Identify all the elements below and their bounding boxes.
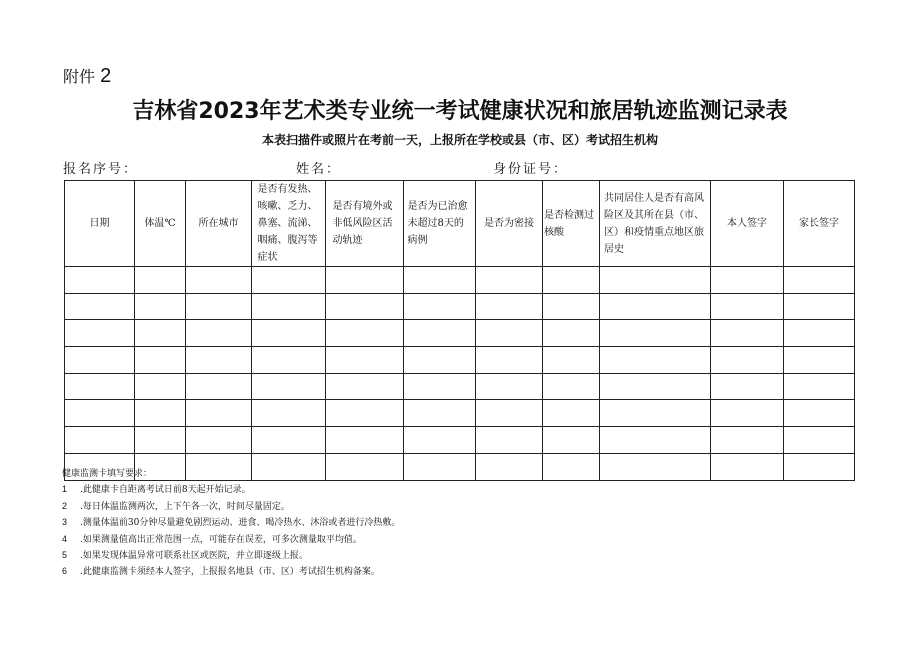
table-cell[interactable] xyxy=(186,293,252,320)
attachment-prefix: 附件 xyxy=(63,67,96,86)
table-cell[interactable] xyxy=(65,320,135,347)
table-row xyxy=(65,373,855,400)
instruction-item: 4 .如果测量值高出正常范围一点，可能存在误差，可多次测量取平均值。 xyxy=(62,533,362,545)
table-cell[interactable] xyxy=(600,427,711,454)
table-cell[interactable] xyxy=(186,373,252,400)
header-temperature: 体温℃ xyxy=(135,181,186,267)
table-cell[interactable] xyxy=(135,373,186,400)
health-record-table xyxy=(64,180,855,481)
table-cell[interactable] xyxy=(326,320,404,347)
table-cell[interactable] xyxy=(135,400,186,427)
table-cell[interactable] xyxy=(476,373,543,400)
table-cell[interactable] xyxy=(326,400,404,427)
header-self-signature: 本人签字 xyxy=(711,181,784,267)
table-cell[interactable] xyxy=(135,320,186,347)
table-row xyxy=(65,400,855,427)
header-travel-track: 是否有境外或非低风险区活动轨迹 xyxy=(326,181,404,267)
table-cell[interactable] xyxy=(543,293,600,320)
table-cell[interactable] xyxy=(65,347,135,374)
table-cell[interactable] xyxy=(186,320,252,347)
table-row xyxy=(65,293,855,320)
table-cell[interactable] xyxy=(543,453,600,480)
header-nucleic-test: 是否检测过核酸 xyxy=(543,181,600,267)
table-cell[interactable] xyxy=(600,373,711,400)
table-row xyxy=(65,267,855,294)
table-cell[interactable] xyxy=(404,320,476,347)
page-subtitle: 本表扫描件或照片在考前一天，上报所在学校或县（市、区）考试招生机构 xyxy=(261,133,658,147)
table-cell[interactable] xyxy=(600,453,711,480)
table-cell[interactable] xyxy=(711,453,784,480)
table-cell[interactable] xyxy=(326,267,404,294)
table-cell[interactable] xyxy=(476,320,543,347)
table-cell[interactable] xyxy=(476,453,543,480)
table-cell[interactable] xyxy=(186,347,252,374)
table-cell[interactable] xyxy=(135,293,186,320)
table-cell[interactable] xyxy=(65,400,135,427)
table-cell[interactable] xyxy=(600,320,711,347)
table-cell[interactable] xyxy=(252,427,326,454)
table-cell[interactable] xyxy=(711,267,784,294)
table-cell[interactable] xyxy=(404,400,476,427)
table-cell[interactable] xyxy=(65,427,135,454)
table-cell[interactable] xyxy=(711,400,784,427)
table-cell[interactable] xyxy=(784,427,855,454)
table-cell[interactable] xyxy=(404,373,476,400)
table-cell[interactable] xyxy=(476,293,543,320)
table-cell[interactable] xyxy=(600,347,711,374)
header-city: 所在城市 xyxy=(186,181,252,267)
table-row xyxy=(65,427,855,454)
id-no-label: 身份证号： xyxy=(493,162,569,177)
table-cell[interactable] xyxy=(326,293,404,320)
table-header-row xyxy=(65,181,855,267)
attachment-number: 2 xyxy=(100,65,112,87)
table-cell[interactable] xyxy=(784,320,855,347)
table-cell[interactable] xyxy=(543,320,600,347)
table-cell[interactable] xyxy=(135,267,186,294)
table-cell[interactable] xyxy=(404,347,476,374)
table-cell[interactable] xyxy=(476,267,543,294)
table-cell[interactable] xyxy=(476,400,543,427)
table-cell[interactable] xyxy=(65,267,135,294)
table-cell[interactable] xyxy=(404,293,476,320)
table-cell[interactable] xyxy=(543,400,600,427)
instruction-item: 6 .此健康监测卡须经本人签字，上报报名地县（市、区）考试招生机构备案。 xyxy=(62,566,380,578)
table-cell[interactable] xyxy=(252,400,326,427)
instruction-item: 1 .此健康卡自距离考试日前8天起开始记录。 xyxy=(62,484,251,496)
table-cell[interactable] xyxy=(784,400,855,427)
header-close-contact: 是否为密接 xyxy=(476,181,543,267)
table-cell[interactable] xyxy=(784,373,855,400)
table-cell[interactable] xyxy=(404,427,476,454)
table-cell[interactable] xyxy=(186,400,252,427)
instructions xyxy=(62,467,400,581)
reg-no-label: 报名序号： xyxy=(63,162,139,177)
header-cohabitant-history: 共同居住人是否有高风险区及其所在县（市、区）和疫情重点地区旅居史 xyxy=(600,181,711,267)
table-row xyxy=(65,320,855,347)
table-cell[interactable] xyxy=(600,293,711,320)
table-cell[interactable] xyxy=(186,267,252,294)
table-cell[interactable] xyxy=(476,347,543,374)
table-cell[interactable] xyxy=(186,427,252,454)
instructions-heading: 健康监测卡填写要求： xyxy=(62,469,153,479)
table-cell[interactable] xyxy=(784,453,855,480)
table-cell[interactable] xyxy=(252,320,326,347)
table-cell[interactable] xyxy=(252,267,326,294)
table-cell[interactable] xyxy=(543,267,600,294)
table-cell[interactable] xyxy=(404,453,476,480)
name-label: 姓名： xyxy=(296,162,342,177)
table-cell[interactable] xyxy=(135,347,186,374)
instruction-item: 3 .测量体温前30分钟尽量避免剧烈运动、进食、喝冷热水、沐浴或者进行冷热敷。 xyxy=(62,517,401,529)
table-cell[interactable] xyxy=(326,373,404,400)
table-body xyxy=(65,267,855,481)
table-cell[interactable] xyxy=(543,427,600,454)
table-cell[interactable] xyxy=(711,427,784,454)
instruction-item: 5 .如果发现体温异常可联系社区或医院，并立即逐级上报。 xyxy=(62,550,308,562)
table-cell[interactable] xyxy=(600,267,711,294)
table-cell[interactable] xyxy=(543,373,600,400)
table-cell[interactable] xyxy=(252,373,326,400)
header-parent-signature: 家长签字 xyxy=(784,181,855,267)
page-title: 吉林省2023年艺术类专业统一考试健康状况和旅居轨迹监测记录表 xyxy=(132,99,788,124)
table-cell[interactable] xyxy=(326,427,404,454)
table-cell[interactable] xyxy=(135,427,186,454)
table-cell[interactable] xyxy=(711,320,784,347)
table-cell[interactable] xyxy=(65,373,135,400)
table-cell[interactable] xyxy=(65,293,135,320)
table-cell[interactable] xyxy=(476,427,543,454)
table-cell[interactable] xyxy=(600,400,711,427)
table-cell[interactable] xyxy=(543,347,600,374)
table-cell[interactable] xyxy=(711,293,784,320)
instruction-item: 2 .每日体温监测两次，上下午各一次，时间尽量固定。 xyxy=(62,500,290,512)
table-cell[interactable] xyxy=(711,373,784,400)
header-date: 日期 xyxy=(65,181,135,267)
table-cell[interactable] xyxy=(784,347,855,374)
table-cell[interactable] xyxy=(326,347,404,374)
table-cell[interactable] xyxy=(784,293,855,320)
header-cured-case: 是否为已治愈未超过8天的病例 xyxy=(404,181,476,267)
table-row xyxy=(65,347,855,374)
table-cell[interactable] xyxy=(711,347,784,374)
table-cell[interactable] xyxy=(404,267,476,294)
table-cell[interactable] xyxy=(784,267,855,294)
attachment-label xyxy=(63,64,111,88)
header-symptoms: 是否有发热、咳嗽、乏力、鼻塞、流涕、咽痛、腹泻等症状 xyxy=(252,181,326,267)
table-cell[interactable] xyxy=(252,347,326,374)
table-cell[interactable] xyxy=(252,293,326,320)
